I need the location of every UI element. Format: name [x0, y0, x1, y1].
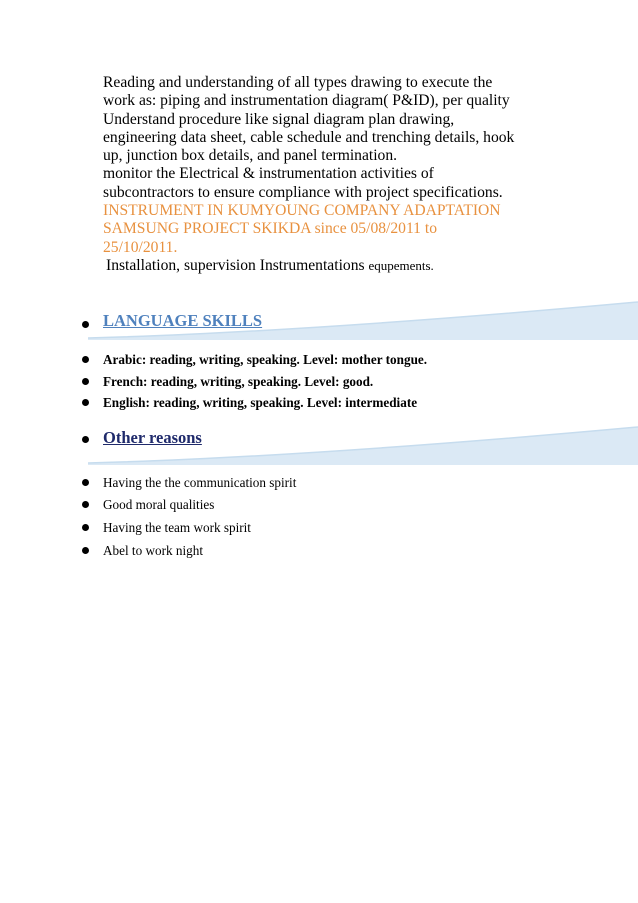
- bullet-icon: [82, 399, 89, 406]
- bullet-icon: [82, 479, 89, 486]
- language-item: English: reading, writing, speaking. Level: intermediate: [103, 395, 418, 410]
- reason-item: Having the team work spirit: [103, 520, 251, 535]
- reason-item: Abel to work night: [103, 543, 203, 558]
- bullet-icon: [82, 378, 89, 385]
- duties-small: equpements.: [368, 257, 434, 273]
- job-title-line: INSTRUMENT IN KUMYOUNG COMPANY ADAPTATION: [103, 202, 501, 220]
- experience-description: [103, 74, 573, 275]
- bullet-icon: [82, 356, 89, 363]
- bullet-icon: [82, 524, 89, 531]
- description-line: monitor the Electrical & instrumentation activities of: [103, 165, 434, 183]
- other-reasons-heading: Other reasons: [103, 428, 202, 447]
- description-line: subcontractors to ensure compliance with project specifications.: [103, 183, 503, 201]
- job-date-line: 25/10/2011.: [103, 238, 178, 256]
- reason-item: Having the the communication spirit: [103, 475, 297, 490]
- description-line: work as: piping and instrumentation diagram( P&ID), per quality: [103, 92, 510, 110]
- description-line: up, junction box details, and panel termination.: [103, 147, 398, 165]
- language-item: French: reading, writing, speaking. Level: good.: [103, 374, 374, 389]
- reason-item: Good moral qualities: [103, 497, 215, 512]
- bullet-icon: [82, 547, 89, 554]
- bullet-icon: [82, 436, 89, 443]
- description-line: Reading and understanding of all types drawing to execute the: [103, 74, 493, 91]
- duties-main: Installation, supervision Instrumentations: [106, 256, 365, 274]
- description-line: engineering data sheet, cable schedule and trenching details, hook: [103, 128, 515, 146]
- description-line: Understand procedure like signal diagram plan drawing,: [103, 110, 455, 128]
- bullet-icon: [82, 321, 89, 328]
- language-skills-heading: LANGUAGE SKILLS: [103, 311, 263, 330]
- language-item: Arabic: reading, writing, speaking. Level: mother tongue.: [103, 352, 428, 367]
- bullet-icon: [82, 501, 89, 508]
- duties-line: [103, 257, 573, 275]
- job-title-line: SAMSUNG PROJECT SKIKDA since 05/08/2011 to: [103, 220, 438, 238]
